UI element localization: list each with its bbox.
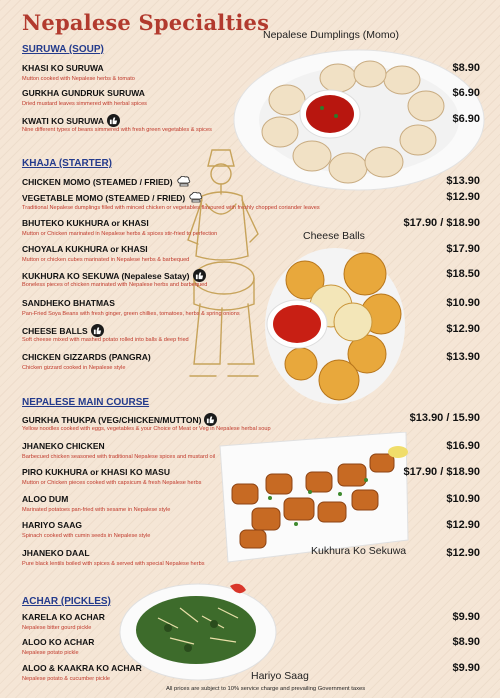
item-price: $13.90 [446,351,480,363]
item-description: Soft cheese mixed with mashed potato rolled into balls & deep fried [22,337,189,343]
section-starter: KHAJA (STARTER) [22,158,112,169]
item-price: $9.90 [452,662,480,674]
menu-item [22,298,480,322]
item-name: HARIYO SAAG [22,520,82,530]
menu-item [22,88,480,112]
sekuwa-caption: Kukhura Ko Sekuwa [311,545,407,557]
item-description: Dried mustard leaves simmered with herbal spices [22,101,147,107]
menu-item [22,218,480,242]
item-description: Pure black lentils boiled with spices & served with special Nepalese herbs [22,561,205,567]
item-description: Boneless pieces of chicken marinated with Nepalese herbs and barbequed [22,282,208,288]
item-price: $17.90 [446,243,480,255]
menu-item [22,441,480,465]
item-price: $9.90 [452,611,480,623]
item-description: Mutton or Chicken pieces cooked with capsicum & fresh Nepalese herbs [22,480,202,486]
item-description: Nepalese potato & cucumber pickle [22,676,110,682]
item-description: Nine different types of beans simmered with fresh green vegetables & spices [22,127,212,133]
item-name: KHASI KO SURUWA [22,63,104,73]
menu-item [22,637,480,661]
item-price: $17.90 / $18.90 [403,466,480,478]
menu-item [22,413,480,437]
item-description: Pan-Fried Soya Beans with fresh ginger, green chillies, tomatoes, herbs & spring onions [22,311,240,317]
item-name: CHICKEN GIZZARDS (PANGRA) [22,352,151,362]
item-name: JHANEKO DAAL [22,548,90,558]
section-main: NEPALESE MAIN COURSE [22,397,150,408]
item-description: Barbecued chicken seasoned with traditional Nepalese spices and mustard oil [22,454,216,460]
cheese-balls-caption: Cheese Balls [303,230,365,242]
chef-hat-icon [188,192,204,203]
item-price: $10.90 [446,493,480,505]
item-description: Marinated potatoes pan-fried with sesame in Nepalese style [22,507,171,513]
menu-item [22,548,480,572]
item-name: JHANEKO CHICKEN [22,441,105,451]
item-description: Mutton or Chicken marinated in Nepalese herbs & spices stir-fried to perfection [22,231,218,237]
item-price: $12.90 [446,323,480,335]
saag-caption: Hariyo Saag [251,670,309,682]
item-price: $10.90 [446,297,480,309]
item-name: CHICKEN MOMO (STEAMED / FRIED) [22,176,173,187]
section-achar: ACHAR (PICKLES) [22,596,111,607]
item-name: KWATI KO SURUWA [22,115,105,126]
menu-item [22,520,480,544]
item-name: ALOO & KAAKRA KO ACHAR [22,663,142,673]
footer-note: All prices are subject to 10% service charge and prevailing Government taxes [166,686,366,692]
menu-item [22,324,480,348]
chef-hat-icon [176,176,192,187]
item-name: KARELA KO ACHAR [22,612,105,622]
item-price: $8.90 [452,636,480,648]
item-name: CHOYALA KUKHURA or KHASI [22,244,148,254]
item-description: Nepalese bitter gourd pickle [22,625,92,631]
item-price: $18.50 [446,268,480,280]
item-name: PIRO KUKHURA or KHASI KO MASU [22,467,170,477]
menu-item [22,269,480,293]
item-name: SANDHEKO BHATMAS [22,298,115,308]
item-description: Spinach cooked with cumin seeds in Nepalese style [22,533,151,539]
menu-item [22,63,480,87]
item-name: KUKHURA KO SEKUWA (Nepalese Satay) [22,270,190,281]
item-description: Chicken gizzard cooked in Nepalese style [22,365,126,371]
section-soup: SURUWA (SOUP) [22,44,104,55]
thumbs-up-icon [193,269,206,282]
menu-item [22,114,480,138]
item-price: $12.90 [446,191,480,203]
item-description: Traditional Nepalese dumplings filled with minced chicken or vegetables flavoured with freshly chopped coriander leaves [22,205,320,211]
item-price: $16.90 [446,440,480,452]
item-name: VEGETABLE MOMO (STEAMED / FRIED) [22,192,186,203]
thumbs-up-icon [107,114,120,127]
menu-title: Nepalese Specialties [22,10,270,35]
item-price: $6.90 [452,87,480,99]
item-price: $6.90 [452,113,480,125]
menu-item [22,192,480,216]
item-price: $12.90 [446,547,480,559]
menu-item [22,467,480,491]
item-description: Mutton cooked with Nepalese herbs & tomato [22,76,135,82]
menu-item [22,612,480,636]
item-price: $17.90 / $18.90 [403,217,480,229]
item-description: Nepalese potato pickle [22,650,79,656]
item-name: BHUTEKO KUKHURA or KHASI [22,218,149,228]
menu-item [22,352,480,376]
item-name: CHEESE BALLS [22,325,88,336]
item-description: Yellow noodles cooked with eggs, vegetables & your Choice of Meat or Veg in Nepalese herbal soup [22,426,271,432]
momo-caption: Nepalese Dumplings (Momo) [263,29,399,41]
thumbs-up-icon [91,324,104,337]
item-name: GURKHA GUNDRUK SURUWA [22,88,145,98]
menu-item [22,494,480,518]
item-price: $8.90 [452,62,480,74]
item-name: GURKHA THUKPA (VEG/CHICKEN/MUTTON) [22,414,202,425]
item-price: $12.90 [446,519,480,531]
item-price: $13.90 [446,175,480,187]
menu-item [22,663,480,687]
item-price: $13.90 / 15.90 [409,412,480,424]
item-name: ALOO DUM [22,494,69,504]
menu-item [22,244,480,268]
item-name: ALOO KO ACHAR [22,637,95,647]
thumbs-up-icon [204,413,217,426]
item-description: Mutton or chicken cubes marinated in Nepalese herbs & barbequed [22,257,190,263]
